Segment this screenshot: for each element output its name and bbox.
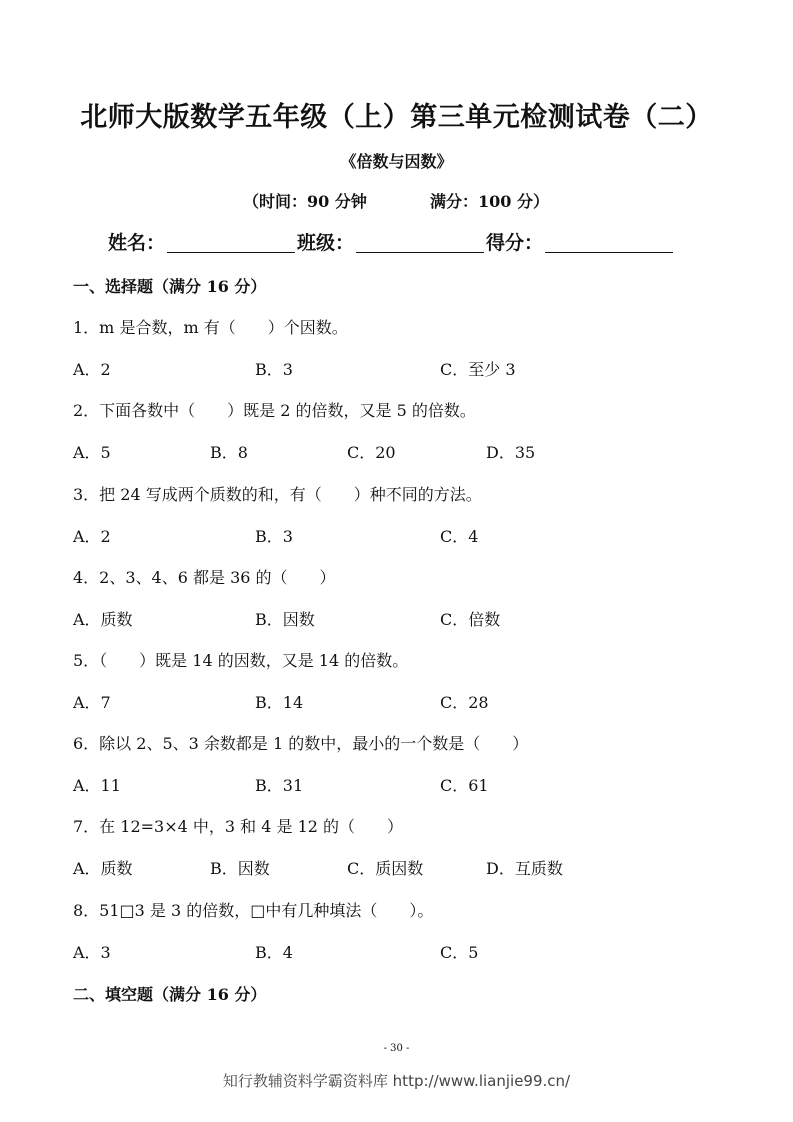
question-2-option-c[interactable]: C．20 bbox=[347, 443, 396, 462]
question-4-option-a[interactable]: A．质数 bbox=[73, 610, 133, 629]
question-8-option-b[interactable]: B．4 bbox=[255, 943, 293, 962]
student-info-row bbox=[108, 228, 675, 255]
score-blank[interactable] bbox=[545, 232, 673, 253]
question-5-option-c[interactable]: C．28 bbox=[440, 693, 489, 712]
question-2-option-d[interactable]: D．35 bbox=[486, 443, 536, 462]
question-5-option-a[interactable]: A．7 bbox=[73, 693, 111, 712]
section-heading-choice: 一、选择题（满分 16 分） bbox=[73, 277, 267, 296]
question-1-option-a[interactable]: A．2 bbox=[73, 360, 111, 379]
question-7: 7．在 12=3×4 中，3 和 4 是 12 的（ ） bbox=[73, 817, 404, 836]
footer-watermark: 知行教辅资料学霸资料库 http://www.lianjie99.cn/ bbox=[222, 1072, 571, 1090]
name-blank[interactable] bbox=[167, 232, 295, 253]
question-6-option-a[interactable]: A．11 bbox=[73, 776, 121, 795]
question-2-option-a[interactable]: A．5 bbox=[73, 443, 111, 462]
question-2-option-b[interactable]: B．8 bbox=[210, 443, 248, 462]
question-4-option-b[interactable]: B．因数 bbox=[255, 610, 315, 629]
question-8: 8．51□3 是 3 的倍数，□中有几种填法（ ）。 bbox=[73, 901, 434, 920]
question-6: 6．除以 2、5、3 余数都是 1 的数中，最小的一个数是（ ） bbox=[73, 734, 529, 753]
page-subtitle: 《倍数与因数》 bbox=[340, 152, 453, 171]
page-number: - 30 - bbox=[383, 1043, 410, 1054]
question-7-option-d[interactable]: D．互质数 bbox=[486, 859, 563, 878]
question-3-option-a[interactable]: A．2 bbox=[73, 527, 111, 546]
question-8-option-c[interactable]: C．5 bbox=[440, 943, 479, 962]
question-8-option-a[interactable]: A．3 bbox=[73, 943, 111, 962]
question-1-option-b[interactable]: B．3 bbox=[255, 360, 293, 379]
question-3-option-b[interactable]: B．3 bbox=[255, 527, 293, 546]
question-5: 5．（ ）既是 14 的因数，又是 14 的倍数。 bbox=[73, 651, 409, 670]
full-score: 满分：100 分） bbox=[430, 192, 549, 211]
question-6-option-c[interactable]: C．61 bbox=[440, 776, 489, 795]
question-1: 1．m 是合数，m 有（ ）个因数。 bbox=[73, 318, 348, 337]
question-3: 3．把 24 写成两个质数的和，有（ ）种不同的方法。 bbox=[73, 485, 482, 504]
time-limit: （时间：90 分钟 bbox=[243, 192, 367, 211]
question-5-option-b[interactable]: B．14 bbox=[255, 693, 304, 712]
question-7-option-b[interactable]: B．因数 bbox=[210, 859, 270, 878]
question-4: 4．2、3、4、6 都是 36 的（ ） bbox=[73, 568, 336, 587]
class-blank[interactable] bbox=[356, 232, 484, 253]
page-title: 北师大版数学五年级（上）第三单元检测试卷（二） bbox=[80, 102, 713, 133]
question-7-option-c[interactable]: C．质因数 bbox=[347, 859, 424, 878]
question-6-option-b[interactable]: B．31 bbox=[255, 776, 304, 795]
score-label: 得分： bbox=[486, 232, 544, 254]
class-label: 班级： bbox=[297, 232, 355, 254]
question-4-option-c[interactable]: C．倍数 bbox=[440, 610, 501, 629]
section-heading-fill: 二、填空题（满分 16 分） bbox=[73, 985, 267, 1004]
question-3-option-c[interactable]: C．4 bbox=[440, 527, 479, 546]
question-2: 2．下面各数中（ ）既是 2 的倍数，又是 5 的倍数。 bbox=[73, 401, 476, 420]
question-7-option-a[interactable]: A．质数 bbox=[73, 859, 133, 878]
question-1-option-c[interactable]: C．至少 3 bbox=[440, 360, 516, 379]
name-label: 姓名： bbox=[108, 232, 166, 254]
